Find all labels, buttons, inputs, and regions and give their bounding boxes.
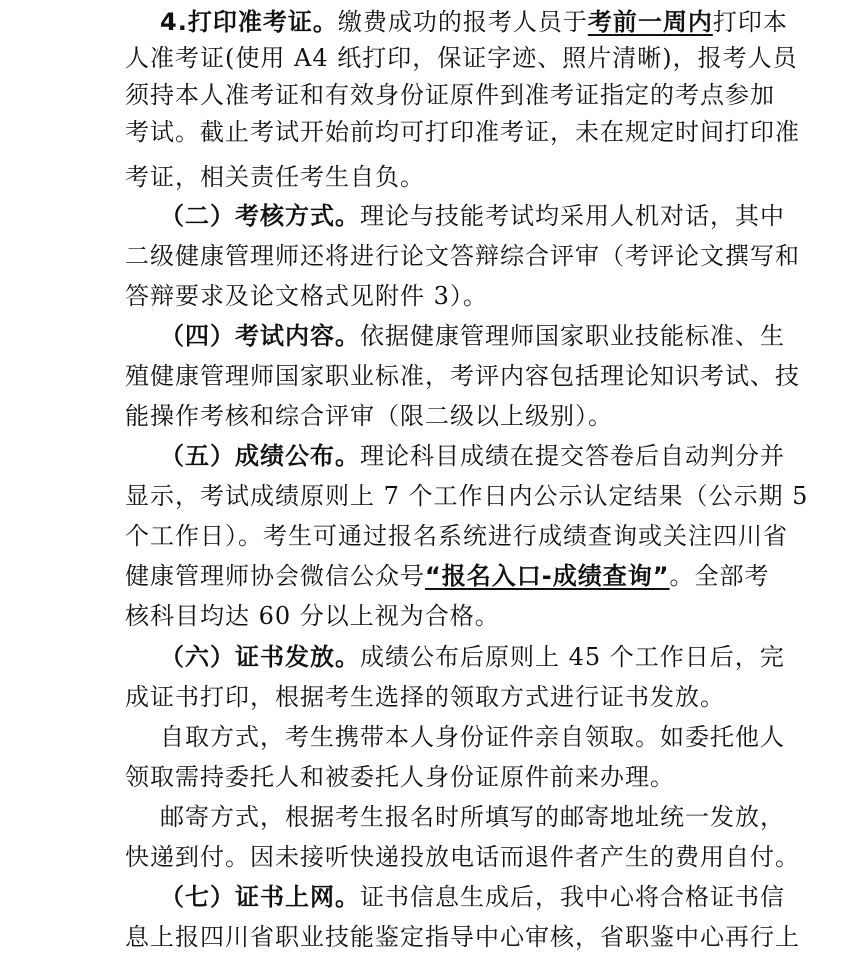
body-text: 考试。截止考试开始前均可打印准考证，未在规定时间打印准 <box>125 118 800 146</box>
paragraph-line <box>125 157 425 197</box>
paragraph-line <box>160 2 788 42</box>
body-text: 人准考证(使用 A4 纸打印，保证字迹、照片清晰)，报考人员 <box>125 44 798 72</box>
paragraph-line <box>160 316 785 356</box>
paragraph-line <box>160 436 785 476</box>
emphasis-text: 考前一周内 <box>587 8 713 36</box>
body-text: 考证，相关责任考生自负。 <box>125 163 425 191</box>
body-text: 理论科目成绩在提交答卷后自动判分并 <box>360 442 785 470</box>
paragraph-line <box>125 356 800 396</box>
section-heading: （二）考核方式。 <box>160 202 360 230</box>
body-text: 快递到付。因未接听快递投放电话而退件者产生的费用自付。 <box>125 843 800 871</box>
body-text: 显示，考试成绩原则上 7 个工作日内公示认定结果（公示期 5 <box>125 482 809 510</box>
paragraph-line <box>125 112 800 152</box>
paragraph-line <box>125 596 500 636</box>
paragraph-line <box>125 396 613 436</box>
body-text: 缴费成功的报考人员于 <box>337 8 588 36</box>
body-text: 核科目均达 60 分以上视为合格。 <box>125 602 500 630</box>
body-text: 息上报四川省职业技能鉴定指导中心审核，省职鉴中心再行上 <box>125 923 800 951</box>
section-heading: 4.打印准考证。 <box>160 8 338 36</box>
paragraph-line <box>160 877 785 917</box>
paragraph-line <box>125 276 488 316</box>
paragraph-line <box>160 797 785 837</box>
paragraph-line <box>125 236 800 276</box>
paragraph-line <box>160 196 785 236</box>
paragraph-line <box>125 917 800 957</box>
section-heading: （五）成绩公布。 <box>160 442 360 470</box>
body-text: 领取需持委托人和被委托人身份证原件前来办理。 <box>125 763 675 791</box>
body-text: 健康管理师协会微信公众号 <box>125 562 425 590</box>
paragraph-line <box>125 516 788 556</box>
body-text: 二级健康管理师还将进行论文答辩综合评审（考评论文撰写和 <box>125 242 800 270</box>
body-text: 成证书打印，根据考生选择的领取方式进行证书发放。 <box>125 683 725 711</box>
paragraph-line <box>125 476 808 516</box>
body-text: 。全部考 <box>669 562 770 590</box>
body-text: 依据健康管理师国家职业技能标准、生 <box>360 322 785 350</box>
section-heading: （七）证书上网。 <box>160 883 360 911</box>
body-text: 成绩公布后原则上 45 个工作日后，完 <box>360 643 785 671</box>
paragraph-line <box>125 757 675 797</box>
section-heading: （六）证书发放。 <box>160 643 360 671</box>
body-text: 能操作考核和综合评审（限二级以上级别）。 <box>125 402 613 430</box>
paragraph-line <box>125 837 800 877</box>
body-text: 殖健康管理师国家职业标准，考评内容包括理论知识考试、技 <box>125 362 800 390</box>
paragraph-line <box>160 637 785 677</box>
emphasis-text: “报名入口-成绩查询” <box>425 562 670 590</box>
section-heading: （四）考试内容。 <box>160 322 360 350</box>
body-text: 理论与技能考试均采用人机对话，其中 <box>360 202 785 230</box>
body-text: 证书信息生成后，我中心将合格证书信 <box>360 883 785 911</box>
body-text: 自取方式，考生携带本人身份证件亲自领取。如委托他人 <box>160 723 785 751</box>
body-text: 个工作日）。考生可通过报名系统进行成绩查询或关注四川省 <box>125 522 788 550</box>
body-text: 打印本 <box>712 8 788 36</box>
paragraph-line <box>160 717 785 757</box>
body-text: 须持本人准考证和有效身份证原件到准考证指定的考点参加 <box>125 81 775 109</box>
body-text: 答辩要求及论文格式见附件 3）。 <box>125 282 488 310</box>
body-text: 邮寄方式，根据考生报名时所填写的邮寄地址统一发放， <box>160 803 785 831</box>
paragraph-line <box>125 677 725 717</box>
paragraph-line <box>125 556 770 596</box>
paragraph-line <box>125 38 798 78</box>
paragraph-line <box>125 75 775 115</box>
